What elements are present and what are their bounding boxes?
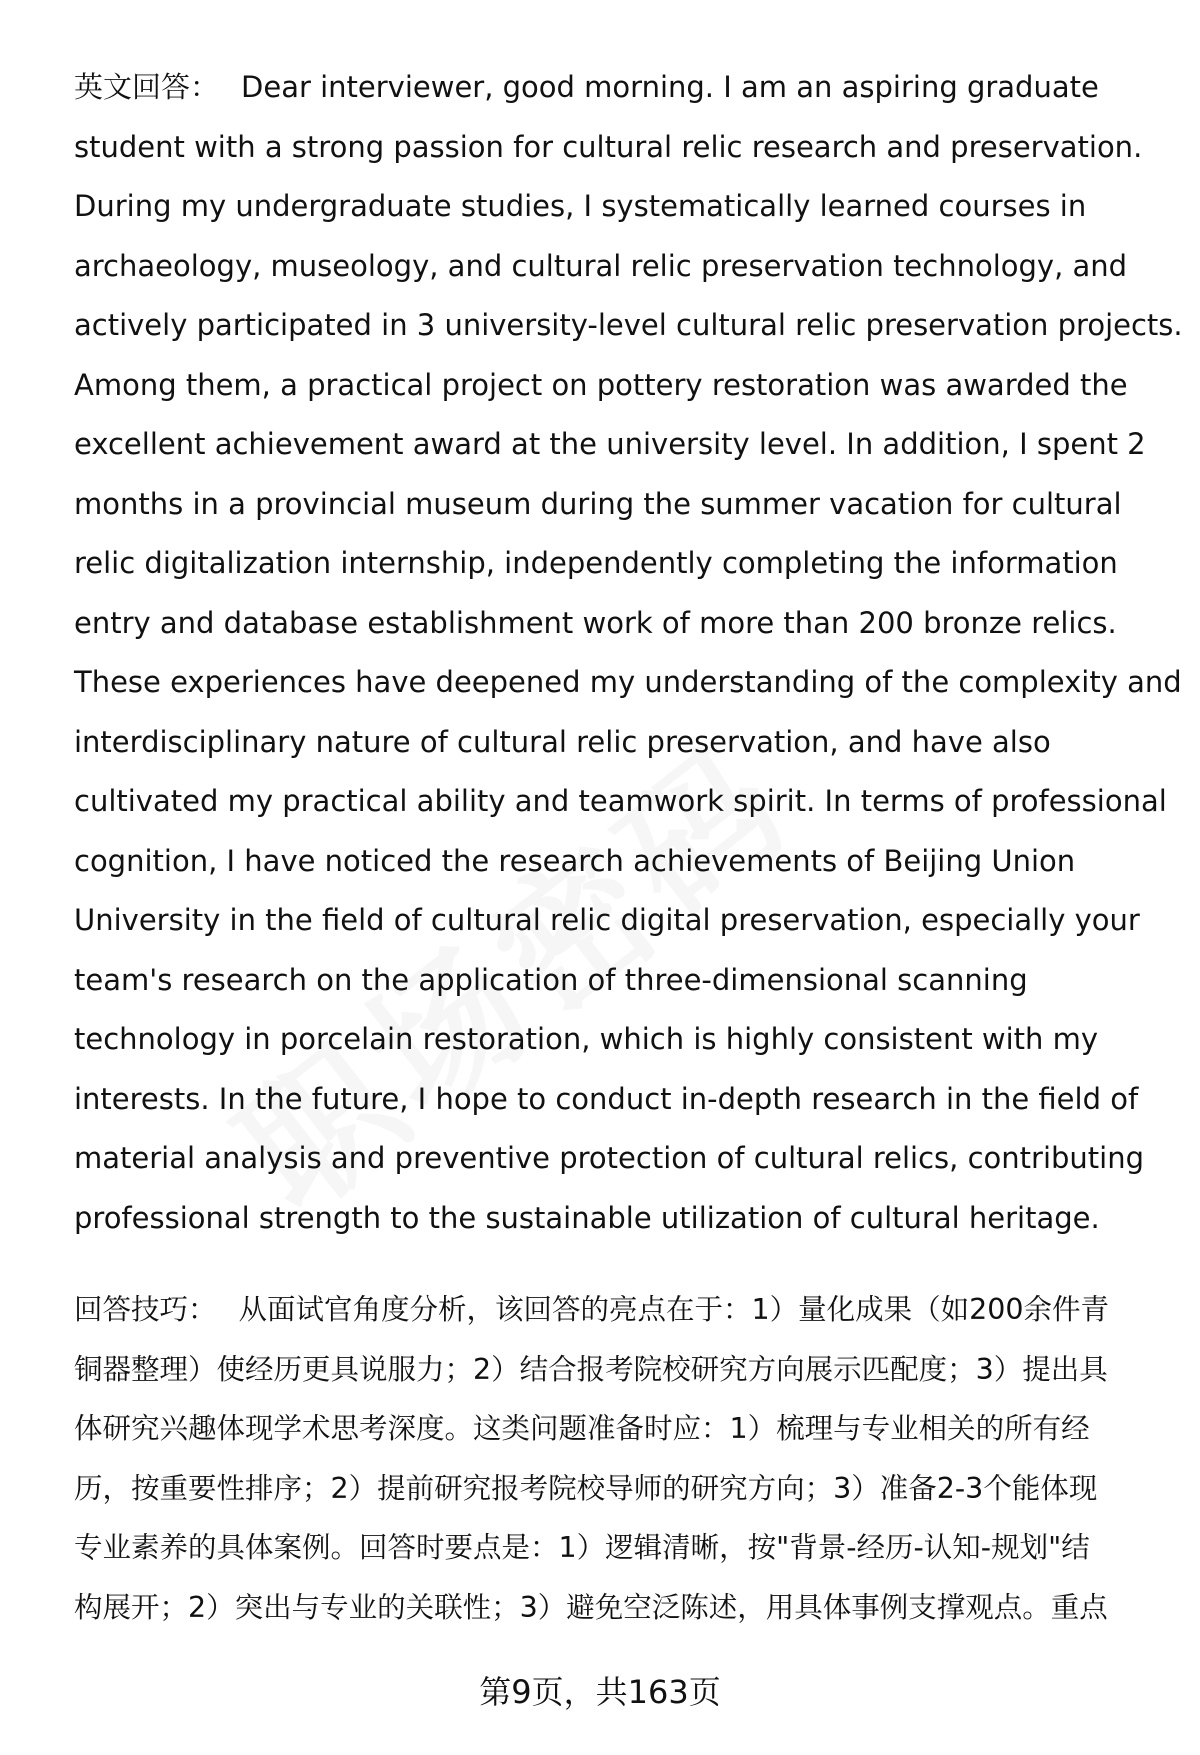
answer-tips-section: [74, 1280, 1154, 1637]
page-number: 第9页，共163页: [479, 1673, 721, 1711]
tips-line: 构展开；2）突出与专业的关联性；3）避免空泛陈述，用具体事例支撑观点。重点: [74, 1590, 1108, 1624]
answer-line: These experiences have deepened my understanding of the complexity and: [74, 665, 1182, 699]
answer-line: team's research on the application of three-dimensional scanning: [74, 962, 1028, 997]
answer-line: excellent achievement award at the university level. In addition, I spent 2: [74, 427, 1146, 461]
answer-line: University in the field of cultural relic digital preservation, especially your: [74, 903, 1140, 937]
answer-line: professional strength to the sustainable utilization of cultural heritage.: [74, 1200, 1100, 1235]
answer-line: cognition, I have noticed the research achievements of Beijing Union: [74, 843, 1076, 878]
answer-line: entry and database establishment work of more than 200 bronze relics.: [74, 605, 1117, 640]
answer-line: student with a strong passion for cultural relic research and preservation.: [74, 129, 1143, 164]
english-answer-section: [74, 58, 1183, 1248]
answer-label: 英文回答：: [74, 70, 220, 104]
answer-line-1: 英文回答： Dear interviewer, good morning. I am an aspiring graduate: [74, 70, 1099, 104]
answer-line: relic digitalization internship, independently completing the information: [74, 546, 1118, 580]
tips-line: 体研究兴趣体现学术思考深度。这类问题准备时应：1）梳理与专业相关的所有经: [74, 1412, 1090, 1445]
answer-line: months in a provincial museum during the summer vacation for cultural: [74, 486, 1122, 521]
tips-line: 铜器整理）使经历更具说服力；2）结合报考院校研究方向展示匹配度；3）提出具: [74, 1352, 1108, 1386]
answer-line: actively participated in 3 university-level cultural relic preservation projects.: [74, 308, 1183, 342]
answer-line: technology in porcelain restoration, which is highly consistent with my: [74, 1022, 1099, 1056]
tips-line-1: 回答技巧： 从面试官角度分析，该回答的亮点在于：1）量化成果（如200余件青: [74, 1293, 1110, 1326]
answer-line: archaeology, museology, and cultural relic preservation technology, and: [74, 248, 1128, 283]
answer-line: cultivated my practical ability and teamwork spirit. In terms of professional: [74, 784, 1167, 818]
answer-line: material analysis and preventive protection of cultural relics, contributing: [74, 1141, 1145, 1175]
tips-label: 回答技巧：: [74, 1293, 217, 1326]
answer-line: Among them, a practical project on pottery restoration was awarded the: [74, 367, 1128, 402]
tips-line: 历，按重要性排序；2）提前研究报考院校导师的研究方向；3）准备2-3个能体现: [74, 1471, 1098, 1505]
answer-line: interests. In the future, I hope to conduct in-depth research in the field of: [74, 1081, 1139, 1116]
answer-line: interdisciplinary nature of cultural relic preservation, and have also: [74, 724, 1051, 759]
tips-line: 专业素养的具体案例。回答时要点是：1）逻辑清晰，按"背景-经历-认知-规划"结: [74, 1531, 1090, 1564]
answer-line: During my undergraduate studies, I systematically learned courses in: [74, 189, 1087, 223]
